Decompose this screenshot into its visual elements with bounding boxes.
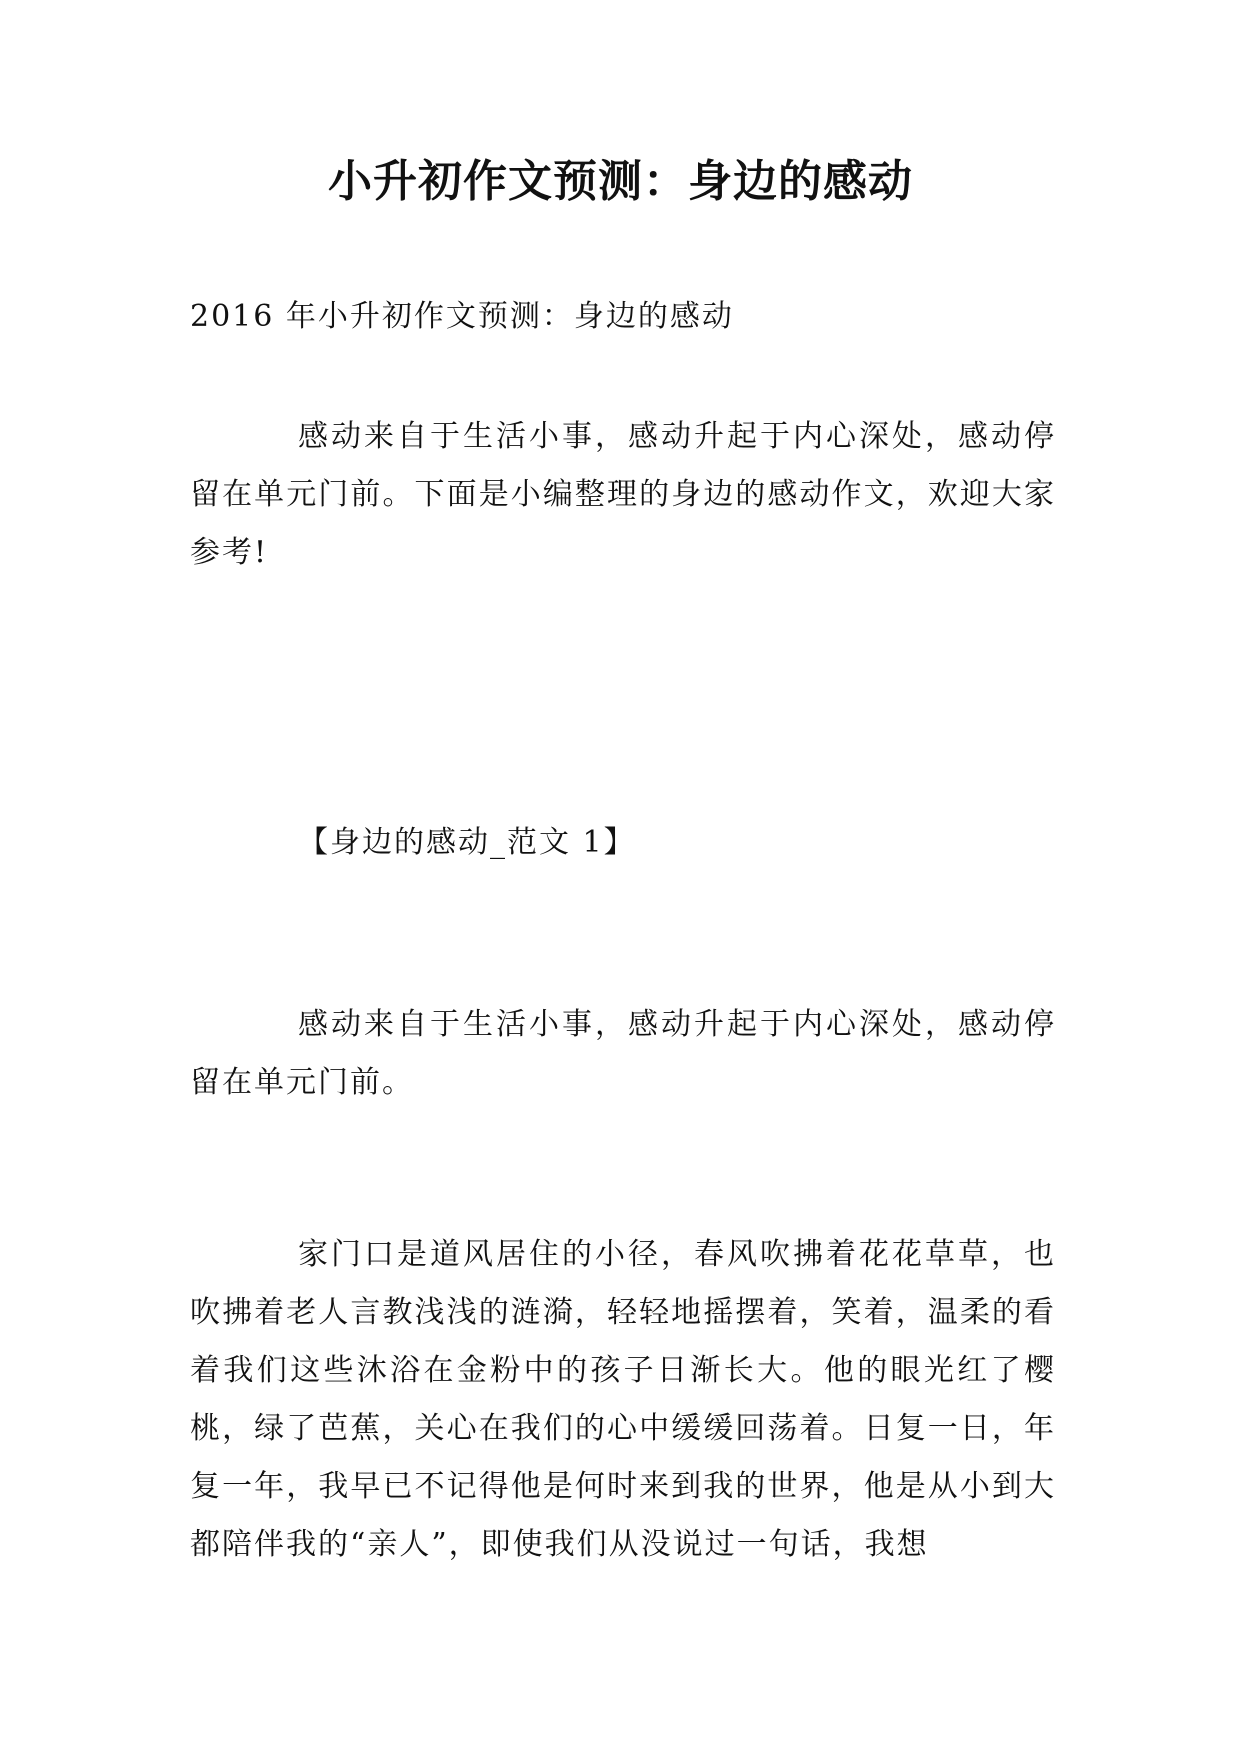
document-subtitle: 2016 年小升初作文预测：身边的感动 [190, 299, 734, 334]
intro-paragraph: 感动来自于生活小事，感动升起于内心深处，感动停留在单元门前。下面是小编整理的身边的感动作文，欢迎大家参考! [190, 419, 1056, 570]
body-paragraph: 感动来自于生活小事，感动升起于内心深处，感动停留在单元门前。 [190, 1007, 1056, 1100]
section-heading: 【身边的感动_范文 1】 [298, 825, 636, 860]
body-paragraph: 家门口是道风居住的小径，春风吹拂着花花草草，也吹拂着老人言教浅浅的涟漪，轻轻地摇摆着，笑着，温柔的看着我们这些沐浴在金粉中的孩子日渐长大。他的眼光红了樱桃，绿了芭蕉，关心在我们的心中缓缓回荡着。日复一日，年复一年，我早已不记得他是何时来到我的世界，他是从小到大都陪伴我的“亲人”，即使我们从没说过一句话，我想 [190, 1237, 1056, 1562]
document-title: 小升初作文预测：身边的感动 [328, 156, 913, 207]
